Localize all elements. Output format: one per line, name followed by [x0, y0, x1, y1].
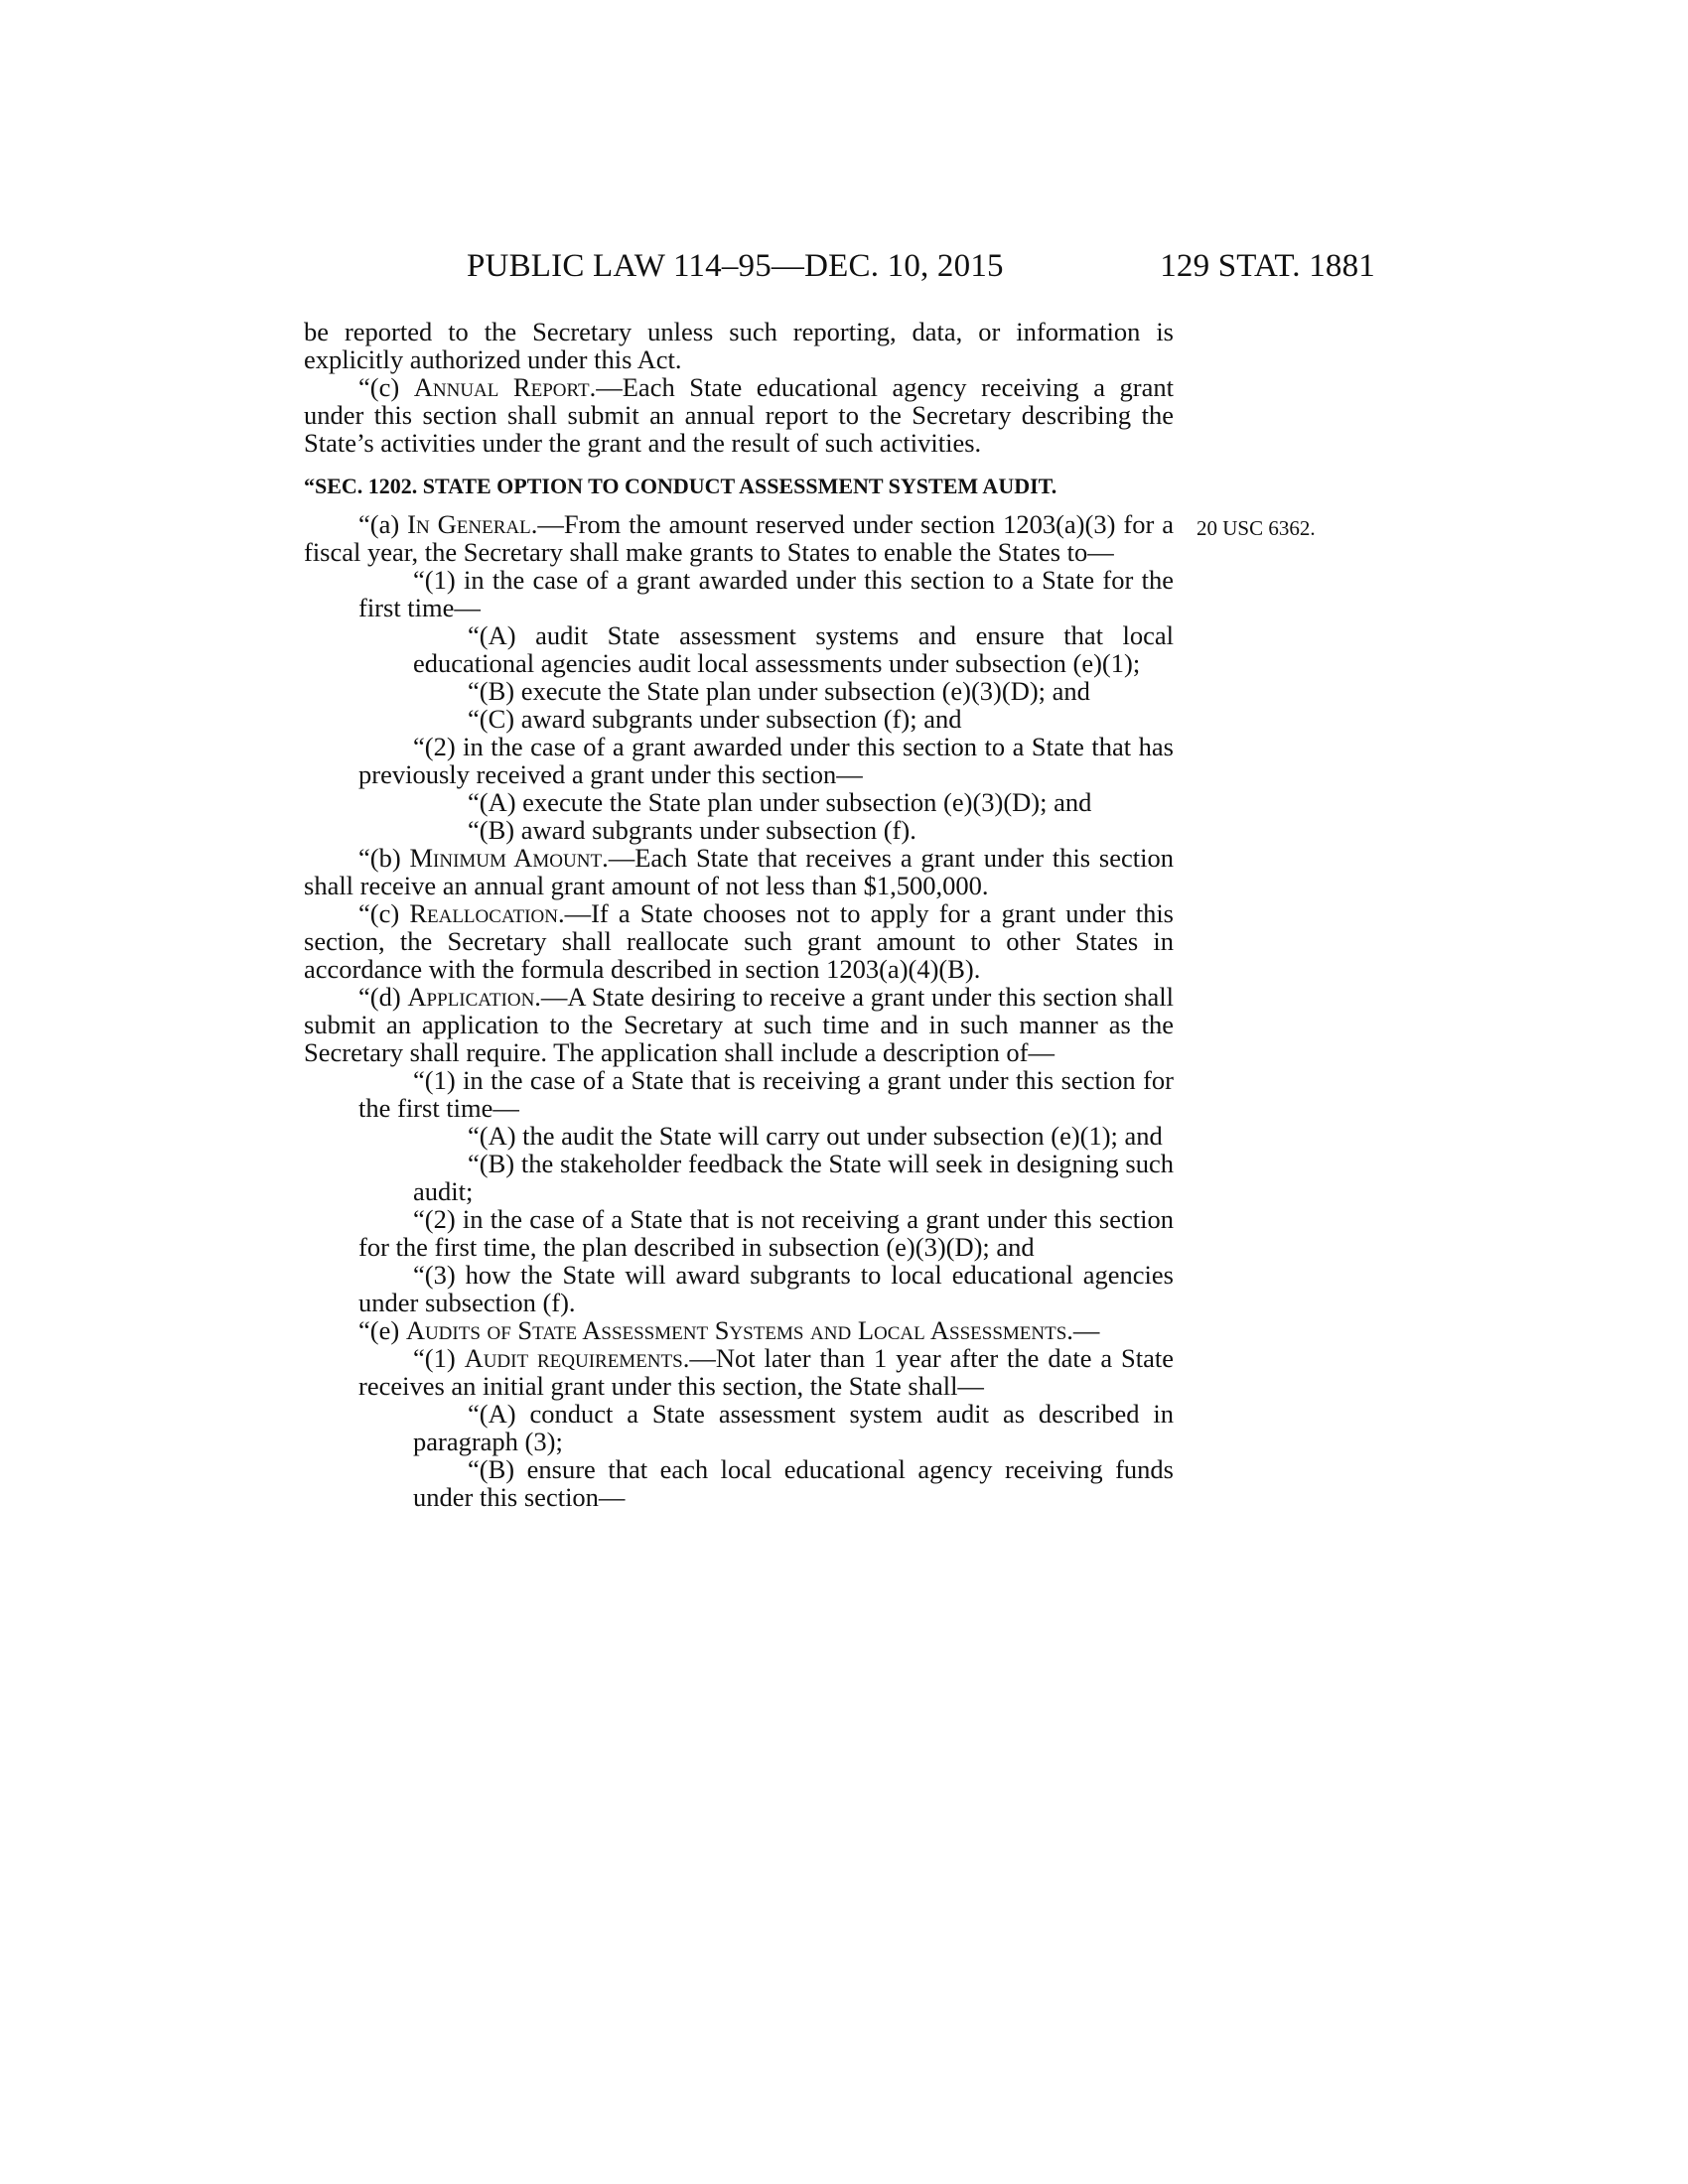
- subsection-heading: Annual Report: [413, 372, 590, 402]
- subsection-heading: Application: [407, 982, 535, 1012]
- paragraph-d-3: “(3) how the State will award subgrants to local educational agencies under subsection (f).: [358, 1260, 1174, 1317]
- subsection-heading: Minimum Amount: [409, 843, 603, 873]
- subsection-heading: In General: [407, 509, 531, 539]
- paragraph-a-2: “(2) in the case of a grant awarded under this section to a State that has previously received a grant under this section—: [358, 732, 1174, 789]
- subparagraph-a-1-C: “(C) award subgrants under subsection (f); and: [468, 704, 962, 734]
- subsection-d-application: “(d) Application.—A State desiring to receive a grant under this section shall submit an application to the Secretary at such time and in such manner as the Secretary shall require. The application shall include a description of—: [304, 982, 1174, 1067]
- subsection-heading: Audits of State Assessment Systems and Local Assessments: [405, 1315, 1067, 1345]
- subparagraph-d-1-B: “(B) the stakeholder feedback the State will seek in designing such audit;: [413, 1149, 1174, 1206]
- subsection-b-minimum-amount: “(b) Minimum Amount.—Each State that receives a grant under this section shall receive an annual grant amount of not less than $1,500,000.: [304, 843, 1174, 900]
- document-body: [304, 318, 1174, 1511]
- subparagraph-a-2-B: “(B) award subgrants under subsection (f).: [468, 815, 916, 845]
- subsection-heading: Reallocation: [409, 898, 558, 928]
- subparagraph-e-1-A: “(A) conduct a State assessment system audit as described in paragraph (3);: [413, 1399, 1174, 1456]
- subparagraph-e-1-B: “(B) ensure that each local educational agency receiving funds under this section—: [413, 1454, 1174, 1512]
- paragraph-a-1: “(1) in the case of a grant awarded under this section to a State for the first time—: [358, 565, 1174, 622]
- public-law-citation: PUBLIC LAW 114–95—DEC. 10, 2015: [467, 248, 1004, 284]
- paragraph-e-1-audit-requirements: “(1) Audit requirements.—Not later than 1 year after the date a State receives an initial grant under this section, the State shall—: [358, 1343, 1175, 1401]
- subparagraph-a-1-A: “(A) audit State assessment systems and ensure that local educational agencies audit local assessments under subsection (e)(1);: [413, 620, 1174, 678]
- page-header: [467, 248, 1375, 288]
- paragraph-heading: Audit requirements: [464, 1343, 683, 1373]
- subparagraph-d-1-A: “(A) the audit the State will carry out under subsection (e)(1); and: [468, 1121, 1163, 1151]
- paragraph-d-1: “(1) in the case of a State that is receiving a grant under this section for the first time—: [358, 1065, 1174, 1123]
- subparagraph-a-2-A: “(A) execute the State plan under subsection (e)(3)(D); and: [468, 787, 1092, 817]
- continued-paragraph: be reported to the Secretary unless such reporting, data, or information is explicitly authorized under this Act.: [304, 317, 1174, 374]
- subsection-a-in-general: “(a) In General.—From the amount reserved under section 1203(a)(3) for a fiscal year, the Secretary shall make grants to States to enable the States to—: [304, 509, 1174, 567]
- usc-margin-note: 20 USC 6362.: [1196, 516, 1316, 540]
- statute-page-number: 129 STAT. 1881: [1160, 248, 1375, 284]
- paragraph-d-2: “(2) in the case of a State that is not receiving a grant under this section for the first time, the plan described in subsection (e)(3)(D); and: [358, 1204, 1174, 1262]
- section-heading: “SEC. 1202. STATE OPTION TO CONDUCT ASSESSMENT SYSTEM AUDIT.: [304, 474, 1057, 498]
- subparagraph-a-1-B: “(B) execute the State plan under subsection (e)(3)(D); and: [468, 676, 1090, 706]
- subsection-c-annual-report: “(c) Annual Report.—Each State educational agency receiving a grant under this section shall submit an annual report to the Secretary describing the State’s activities under the grant and the result of such activities.: [304, 372, 1174, 458]
- subsection-e-audits: “(e) Audits of State Assessment Systems and Local Assessments.—: [358, 1315, 1100, 1345]
- subsection-c-reallocation: “(c) Reallocation.—If a State chooses not to apply for a grant under this section, the Secretary shall reallocate such grant amount to other States in accordance with the formula described in section 1203(a)(4)(B).: [304, 898, 1174, 984]
